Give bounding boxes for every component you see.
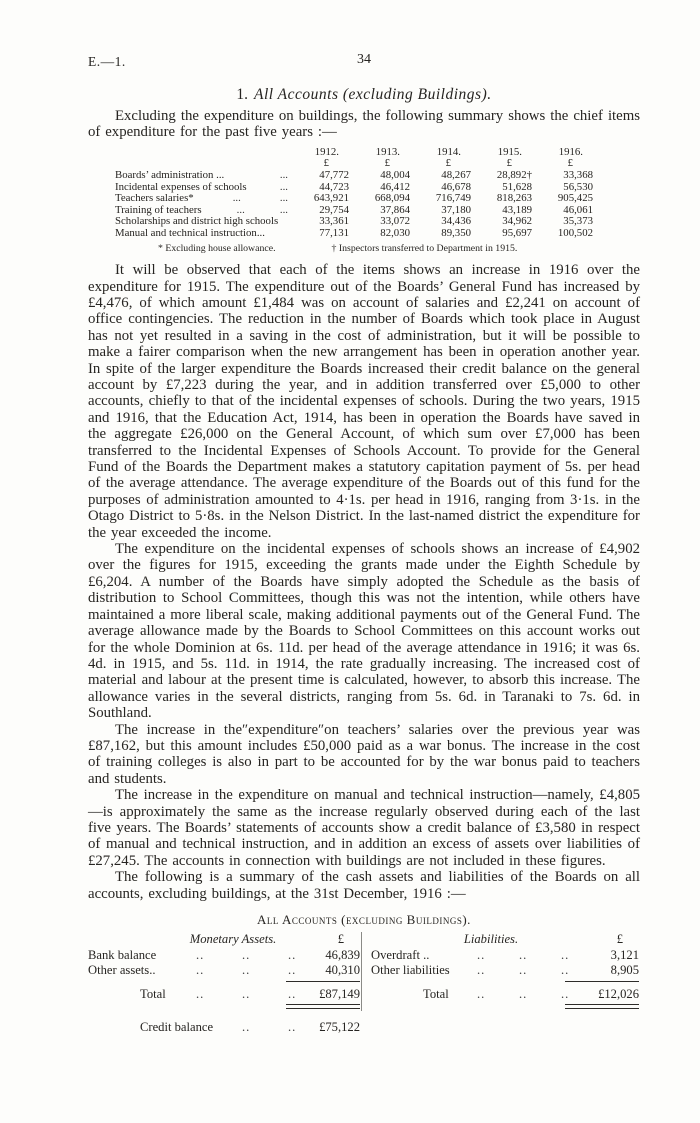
cell-value: 47,772 bbox=[319, 169, 349, 181]
leader-dots: ... bbox=[232, 192, 241, 205]
table-row bbox=[371, 963, 639, 979]
credit-value: £75,122 bbox=[319, 1019, 360, 1034]
row-label: Other assets.. bbox=[88, 963, 156, 977]
leader-dots: .. bbox=[288, 947, 297, 962]
leader-dots: .. bbox=[477, 947, 486, 962]
cell-value: 37,864 bbox=[380, 203, 410, 216]
year-header: 1913. bbox=[375, 145, 400, 158]
summary-title: All Accounts (excluding Buildings). bbox=[257, 912, 471, 927]
cell-value: 48,267 bbox=[441, 169, 471, 181]
total-value: £87,149 bbox=[319, 986, 360, 1001]
doc-ref: E.—1. bbox=[88, 54, 126, 69]
leader-dots: .. bbox=[196, 963, 205, 977]
cell-value: 51,628 bbox=[502, 180, 532, 193]
leader-dots: .. bbox=[477, 986, 486, 1001]
cell-value: 46,678 bbox=[441, 180, 471, 193]
cell-value: 818,263 bbox=[496, 192, 532, 205]
year-header: 1915. bbox=[497, 145, 522, 158]
leader-dots: ... bbox=[236, 203, 245, 216]
row-label: Incidental expenses of schools bbox=[115, 180, 247, 193]
leader-dots: .. bbox=[242, 986, 251, 1001]
cell-value: 82,030 bbox=[380, 226, 410, 239]
cell-value: 668,094 bbox=[374, 192, 410, 205]
body-paragraph: The expenditure on the incidental expenses of schools shows an increase of £4,902 over the figures for 1915, exceeding the grants made under the Eighth Schedule by £6,204. A number of the Boards have simply adopted the Schedule as the basis of distribution to School Committees, though this was not the intention, while others have maintained a more liberal scale, making additional payments out of the General Fund. The average allowance made by the Boards to School Committees on this account works out for the whole Dominion at 6s. 11d. per head of the average attendance in 1916; it was 6s. 4d. in 1915, and 5s. 11d. in 1914, the rate gradually increasing. The increased cost of material and labour at the present time is calculated, however, to absorb this increase. The allowance varies in the several districts, ranging from 5s. 6d. in Taranaki to 7s. 6d. in Southland. bbox=[88, 541, 640, 722]
row-label: Bank balance bbox=[88, 947, 157, 962]
leader-dots: .. bbox=[519, 947, 528, 962]
rule-row bbox=[88, 1002, 360, 1011]
table-header-row bbox=[88, 147, 600, 159]
cell-value: 46,839 bbox=[325, 947, 360, 962]
currency-symbol: £ bbox=[445, 157, 451, 170]
leader-dots: ... bbox=[279, 203, 288, 216]
leader-dots: .. bbox=[196, 947, 205, 962]
cell-value: 40,310 bbox=[325, 963, 360, 977]
table-row bbox=[88, 228, 600, 240]
leader-dots: .. bbox=[242, 963, 251, 977]
cell-value: 34,436 bbox=[441, 215, 471, 228]
currency-symbol: £ bbox=[323, 157, 329, 170]
leader-dots: .. bbox=[561, 986, 570, 1001]
page-number: 34 bbox=[357, 52, 371, 67]
table-footnotes bbox=[88, 243, 600, 255]
leader-dots: ... bbox=[279, 169, 288, 181]
body-paragraph: It will be observed that each of the items shows an increase in 1916 over the expenditure for 1915. The expenditure out of the Boards’ General Fund has increased by £4,476, of which amount £1,484 was on account of salaries and £2,241 on account of office contingencies. The reduction in the number of Boards which took place in August has not yet resulted in a saving in the cost of administration, but it will be possible to make a fairer comparison when the new arrangement has been in operation another year. In spite of the larger expenditure the Boards increased their credit balance on the general account by £7,223 during the year, and in addition transferred over £5,000 to other accounts, chiefly to that of the incidental expenses of schools. During the two years, 1915 and 1916, that the Education Act, 1914, has been in operation the Boards have saved in the aggregate £26,000 on the General Account, of which sum over £7,000 has been transferred to the Incidental Expenses of Schools Account. To provide for the General Fund of the Boards the Department makes a statutory capitation payment of 5s. per head of the average attendance. The average expenditure of the Boards out of this fund for the purposes of administration amounted to 4·1s. per head in 1916, ranging from 3·1s. in the Otago District to 5·8s. in the Nelson District. In the last-named district the expenditure for the year exceeded the income. bbox=[88, 262, 640, 541]
cell-value: 716,749 bbox=[435, 192, 471, 205]
cell-value: 643,921 bbox=[313, 192, 349, 205]
liabilities-header-row bbox=[371, 932, 639, 948]
row-label: Training of teachers bbox=[115, 203, 202, 216]
body-paragraph: The increase in the″expenditure″on teachers’ salaries over the previous year was £87,162, but this amount includes £50,000 paid as a war bonus. The increase in the cost of training colleges is also in part to be accounted for by the war bonus paid to teachers and students. bbox=[88, 721, 640, 787]
rule-row bbox=[371, 979, 639, 984]
summary-table bbox=[88, 932, 640, 1035]
row-label: Teachers salaries* bbox=[115, 192, 194, 205]
leader-dots: ... bbox=[279, 180, 288, 193]
row-label: Overdraft .. bbox=[371, 947, 430, 962]
row-label: Other liabilities bbox=[371, 963, 450, 977]
leader-dots: .. bbox=[477, 963, 486, 977]
leader-dots: .. bbox=[288, 986, 297, 1001]
cell-value: 43,189 bbox=[502, 203, 532, 216]
year-header: 1912. bbox=[314, 145, 339, 158]
row-label: Manual and technical instruction... bbox=[115, 226, 265, 239]
section-title: All Accounts (excluding Buildings). bbox=[254, 86, 492, 103]
liabilities-panel bbox=[361, 932, 639, 1011]
running-head bbox=[88, 54, 640, 72]
total-rule bbox=[565, 981, 639, 984]
leader-dots: .. bbox=[196, 986, 205, 1001]
section-heading bbox=[88, 86, 640, 104]
currency-symbol: £ bbox=[384, 157, 390, 170]
assets-heading: Monetary Assets. bbox=[189, 932, 277, 946]
total-label: Total bbox=[423, 986, 449, 1001]
intro-paragraph: Excluding the expenditure on buildings, the following summary shows the chief items of expenditure for the past five years :— bbox=[88, 108, 640, 141]
total-label: Total bbox=[140, 986, 166, 1001]
leader-dots: .. bbox=[519, 986, 528, 1001]
cell-value: 56,530 bbox=[563, 180, 593, 193]
table-row bbox=[371, 948, 639, 964]
leader-dots: .. bbox=[242, 947, 251, 962]
credit-label: Credit balance bbox=[140, 1019, 214, 1034]
leader-dots: .. bbox=[242, 1019, 251, 1034]
currency-symbol: £ bbox=[616, 932, 623, 946]
cell-value: 89,350 bbox=[441, 226, 471, 239]
assets-panel bbox=[88, 932, 360, 1035]
body-paragraph: The increase in the expenditure on manual and technical instruction—namely, £4,805—is approximately the same as the increase regularly observed during each of the last five years. The Boards’ statements of accounts show a credit balance of £3,580 in respect of manual and technical instruction, and in addition an excess of assets over liabilities of £27,245. The accounts in connection with buildings are not included in these figures. bbox=[88, 787, 640, 869]
expenditure-table bbox=[88, 147, 600, 254]
cell-value: 33,072 bbox=[380, 215, 410, 228]
year-header: 1916. bbox=[558, 145, 583, 158]
row-label: Scholarships and district high schools bbox=[115, 215, 279, 228]
leader-dots: .. bbox=[288, 963, 297, 977]
total-rule bbox=[286, 981, 360, 984]
liabilities-heading: Liabilities. bbox=[463, 932, 519, 946]
rule-row bbox=[88, 979, 360, 984]
cell-value: 95,697 bbox=[502, 226, 532, 239]
cell-value: 34,962 bbox=[502, 215, 532, 228]
table-row bbox=[88, 963, 360, 979]
cell-value: 46,412 bbox=[380, 180, 410, 193]
leader-dots: .. bbox=[561, 963, 570, 977]
currency-symbol: £ bbox=[337, 932, 344, 946]
cell-value: 35,373 bbox=[563, 215, 593, 228]
section-number: 1. bbox=[236, 86, 248, 103]
cell-value: 28,892† bbox=[496, 169, 532, 181]
currency-symbol: £ bbox=[567, 157, 573, 170]
cell-value: 100,502 bbox=[557, 226, 593, 239]
total-row bbox=[88, 987, 360, 1003]
cell-value: 46,061 bbox=[563, 203, 593, 216]
double-rule bbox=[565, 1004, 639, 1009]
year-header: 1914. bbox=[436, 145, 461, 158]
cell-value: 29,754 bbox=[319, 203, 349, 216]
leader-dots: ... bbox=[279, 192, 288, 205]
cell-value: 37,180 bbox=[441, 203, 471, 216]
cell-value: 48,004 bbox=[380, 169, 410, 181]
footnote: * Excluding house allowance. bbox=[158, 242, 276, 254]
total-row bbox=[371, 987, 639, 1003]
table-row bbox=[88, 170, 600, 182]
cell-value: 3,121 bbox=[610, 947, 639, 962]
currency-symbol: £ bbox=[506, 157, 512, 170]
table-row bbox=[88, 948, 360, 964]
row-label: Boards’ administration ... bbox=[115, 169, 225, 181]
leader-dots: .. bbox=[288, 1019, 297, 1034]
cell-value: 33,368 bbox=[563, 169, 593, 181]
cell-value: 905,425 bbox=[557, 192, 593, 205]
cell-value: 33,361 bbox=[319, 215, 349, 228]
cell-value: 44,723 bbox=[319, 180, 349, 193]
body-paragraph: The following is a summary of the cash assets and liabilities of the Boards on all accounts, excluding buildings, at the 31st December, 1916 :— bbox=[88, 869, 640, 902]
total-value: £12,026 bbox=[598, 986, 639, 1001]
leader-dots: .. bbox=[519, 963, 528, 977]
cell-value: 77,131 bbox=[319, 226, 349, 239]
double-rule bbox=[286, 1004, 360, 1009]
rule-row bbox=[371, 1002, 639, 1011]
credit-balance-row bbox=[88, 1020, 360, 1036]
cell-value: 8,905 bbox=[610, 963, 639, 977]
leader-dots: .. bbox=[561, 947, 570, 962]
footnote: † Inspectors transferred to Department in 1915. bbox=[331, 242, 518, 254]
assets-header-row bbox=[88, 932, 360, 948]
